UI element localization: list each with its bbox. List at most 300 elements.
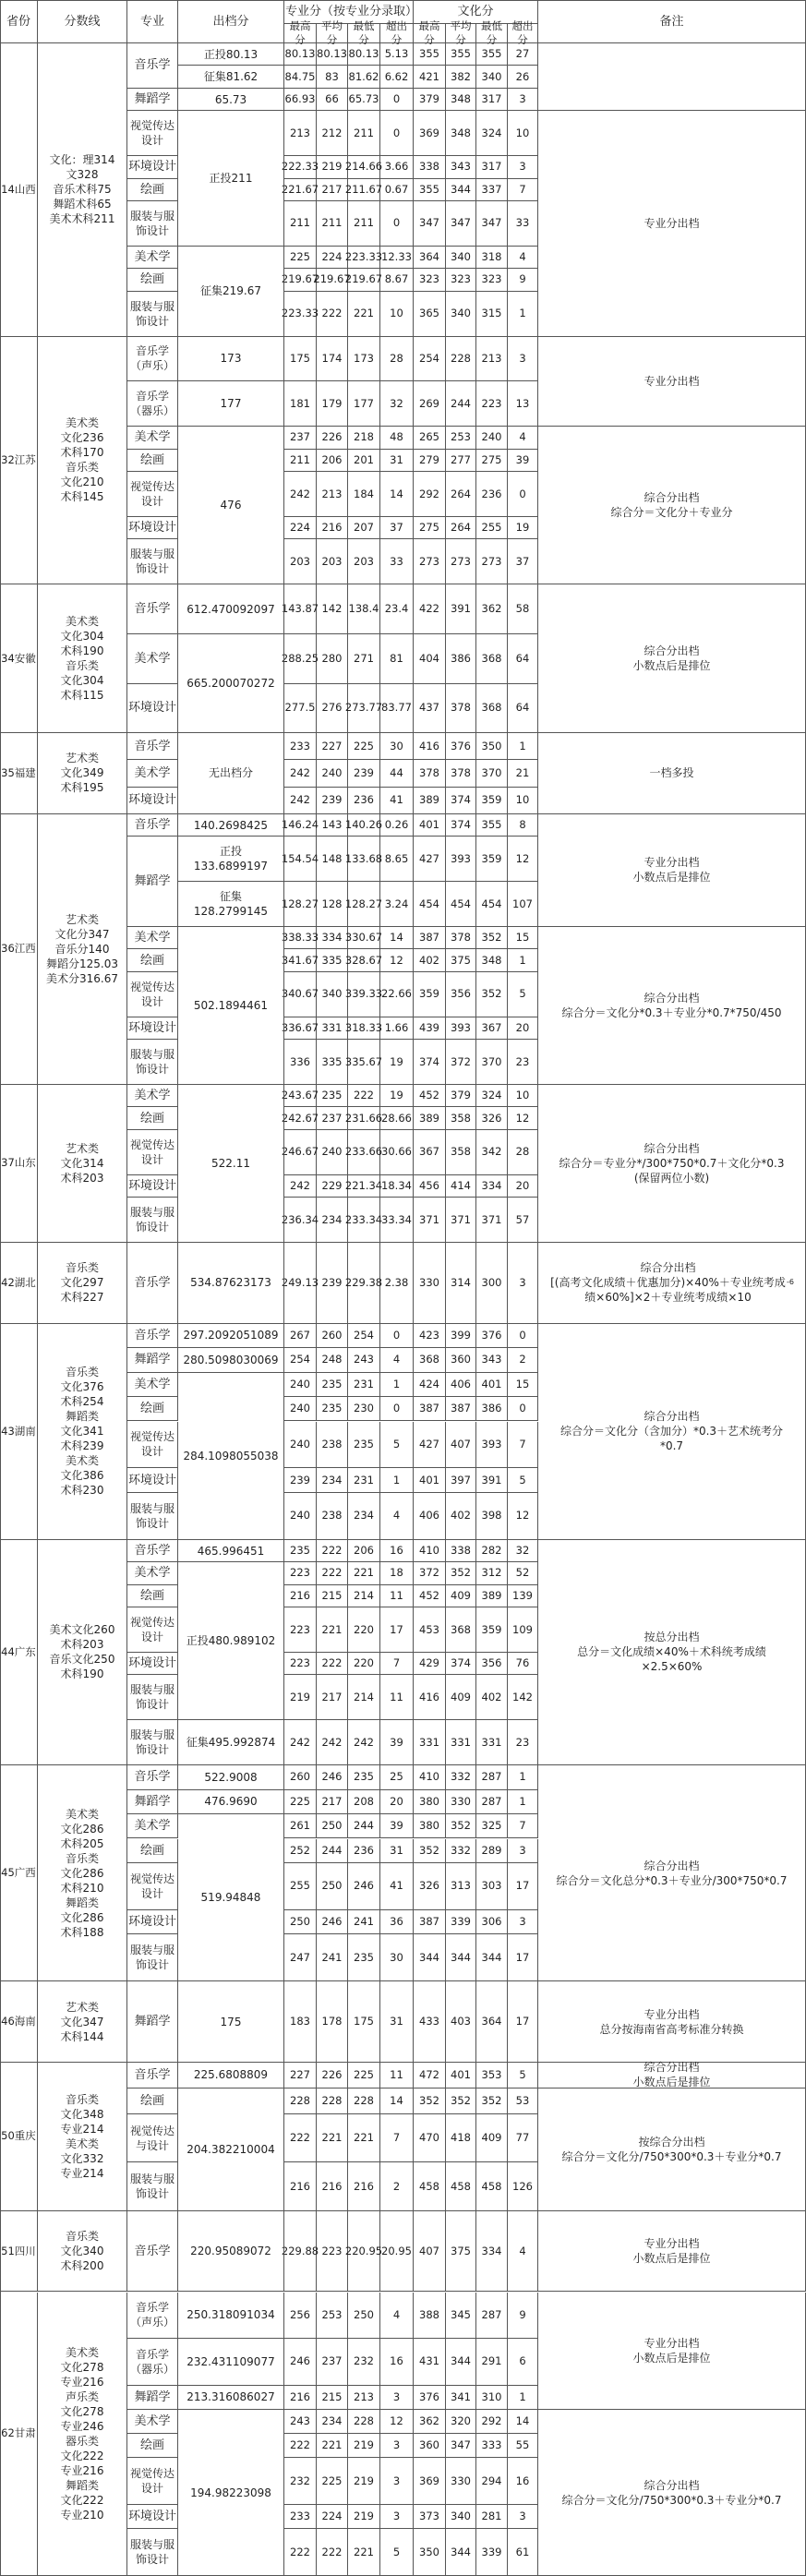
culture-score-over: 6 — [508, 2339, 538, 2386]
culture-score-max: 369 — [414, 111, 446, 156]
major-name: 环境设计 — [127, 1175, 178, 1198]
culture-score-over: 1 — [508, 2386, 538, 2410]
major-score-avg: 335 — [317, 949, 348, 971]
major-score-avg: 246 — [317, 1910, 348, 1934]
culture-score-over: 4 — [508, 2211, 538, 2293]
major-score-avg: 276 — [317, 684, 348, 734]
culture-score-min: 317 — [476, 156, 508, 178]
culture-score-avg: 402 — [446, 1493, 476, 1540]
culture-score-min: 359 — [476, 1607, 508, 1653]
note: 综合分出档 综合分＝文化分*0.3＋专业分*0.7*750/450 — [538, 927, 806, 1085]
culture-score-min: 282 — [476, 1540, 508, 1562]
major-name: 视觉传达设计 — [127, 1863, 178, 1910]
major-name: 环境设计 — [127, 1653, 178, 1675]
culture-score-over: 28 — [508, 1130, 538, 1175]
province-cutoff: 美术类 文化304 术科190 音乐类 文化304 术科115 — [38, 584, 127, 733]
culture-score-avg: 391 — [446, 584, 476, 634]
major-name: 服装与服饰设计 — [127, 1198, 178, 1243]
major-score-min: 133.68 — [348, 837, 380, 882]
culture-score-over: 12 — [508, 1107, 538, 1129]
major-name: 环境设计 — [127, 684, 178, 734]
culture-score-min: 371 — [476, 1198, 508, 1243]
culture-score-avg: 375 — [446, 949, 476, 971]
major-name: 音乐学 — [127, 1324, 178, 1348]
major-score-min: 81.62 — [348, 66, 380, 88]
major-score-min: 223.33 — [348, 247, 380, 269]
major-name: 音乐学 （声乐） — [127, 337, 178, 382]
major-score-min: 242 — [348, 1720, 380, 1765]
culture-score-max: 331 — [414, 1720, 446, 1765]
culture-score-max: 292 — [414, 472, 446, 517]
header-note: 备注 — [538, 0, 806, 43]
culture-score-min: 389 — [476, 1585, 508, 1607]
culture-score-avg: 323 — [446, 269, 476, 291]
culture-score-max: 367 — [414, 1130, 446, 1175]
culture-score-max: 456 — [414, 1175, 446, 1198]
culture-score-min: 352 — [476, 972, 508, 1017]
culture-score-max: 344 — [414, 1934, 446, 1981]
culture-score-over: 76 — [508, 1653, 538, 1675]
note: 专业分出档 小数点后是排位 — [538, 814, 806, 927]
culture-score-min: 240 — [476, 427, 508, 449]
note: 专业分出档 小数点后是排位 — [538, 2293, 806, 2411]
culture-score-max: 378 — [414, 760, 446, 787]
major-score-over: 14 — [380, 2088, 414, 2114]
culture-score-over: 13 — [508, 381, 538, 427]
culture-score-min: 402 — [476, 1675, 508, 1720]
major-score-over: 32 — [380, 381, 414, 427]
culture-score-avg: 355 — [446, 43, 476, 66]
major-score-over: 31 — [380, 450, 414, 472]
culture-score-avg: 454 — [446, 882, 476, 927]
major-score-avg: 260 — [317, 1324, 348, 1348]
file-score: 正投80.13 — [178, 43, 284, 66]
province-name: 51四川 — [0, 2211, 38, 2293]
province-cutoff: 美术类 文化278 专业216 声乐类 文化278 专业246 器乐类 文化222 专业216 舞蹈类 文化222 专业210 — [38, 2293, 127, 2576]
major-score-avg: 241 — [317, 1934, 348, 1981]
culture-score-avg: 264 — [446, 472, 476, 517]
major-name: 环境设计 — [127, 1017, 178, 1040]
major-score-over: 10 — [380, 292, 414, 337]
major-score-avg: 143 — [317, 814, 348, 837]
culture-score-min: 353 — [476, 2063, 508, 2088]
major-score-over: 7 — [380, 2114, 414, 2162]
culture-score-avg: 374 — [446, 814, 476, 837]
file-score: 665.200070272 — [178, 634, 284, 733]
culture-score-max: 404 — [414, 634, 446, 684]
culture-score-avg: 339 — [446, 1910, 476, 1934]
major-name: 服装与服饰设计 — [127, 1493, 178, 1540]
major-score-avg: 215 — [317, 2386, 348, 2410]
header-major-score: 专业分（按专业分录取） — [284, 0, 414, 24]
culture-score-min: 294 — [476, 2458, 508, 2505]
major-score-min: 219.67 — [348, 269, 380, 291]
province-name: 62甘肃 — [0, 2293, 38, 2576]
culture-score-max: 269 — [414, 381, 446, 427]
province-cutoff: 音乐类 文化348 专业214 美术类 文化332 专业214 — [38, 2063, 127, 2211]
culture-score-max: 416 — [414, 733, 446, 760]
major-score-max: 240 — [284, 1422, 317, 1469]
major-score-max: 233 — [284, 733, 317, 760]
culture-score-min: 364 — [476, 1981, 508, 2063]
major-score-avg: 66 — [317, 89, 348, 111]
culture-score-over: 5 — [508, 1468, 538, 1492]
major-score-over: 37 — [380, 517, 414, 539]
province-cutoff: 美术文化260 术科203 音乐文化250 术科190 — [38, 1540, 127, 1765]
major-score-max: 223 — [284, 1653, 317, 1675]
culture-score-max: 401 — [414, 814, 446, 837]
culture-score-max: 402 — [414, 949, 446, 971]
major-score-max: 216 — [284, 2162, 317, 2210]
culture-score-avg: 379 — [446, 1085, 476, 1107]
major-score-avg: 234 — [317, 1468, 348, 1492]
culture-score-over: 1 — [508, 292, 538, 337]
major-score-avg: 234 — [317, 2410, 348, 2434]
major-score-avg: 216 — [317, 517, 348, 539]
culture-score-over: 12 — [508, 837, 538, 882]
major-score-avg: 250 — [317, 1814, 348, 1838]
major-score-max: 211 — [284, 450, 317, 472]
major-name: 音乐学 — [127, 2211, 178, 2293]
note: 综合分出档 [(高考文化成绩＋优惠加分)×40%＋专业统考成绩×60%]×2＋专业统考成绩×10 -6 — [538, 1243, 806, 1324]
culture-score-min: 306 — [476, 1910, 508, 1934]
major-score-avg: 219.67 — [317, 269, 348, 291]
culture-score-min: 334 — [476, 1175, 508, 1198]
culture-score-avg: 372 — [446, 1040, 476, 1085]
major-score-max: 222.33 — [284, 156, 317, 178]
culture-score-max: 433 — [414, 1981, 446, 2063]
culture-score-min: 386 — [476, 1397, 508, 1421]
culture-score-max: 352 — [414, 2088, 446, 2114]
major-score-over: 44 — [380, 760, 414, 787]
culture-score-avg: 347 — [446, 2434, 476, 2458]
culture-score-max: 323 — [414, 269, 446, 291]
culture-score-avg: 340 — [446, 2505, 476, 2529]
culture-score-over: 37 — [508, 539, 538, 584]
culture-score-min: 291 — [476, 2339, 508, 2386]
major-score-max: 233 — [284, 2505, 317, 2529]
note: 专业分出档 小数点后是排位 — [538, 2211, 806, 2293]
major-name: 绘画 — [127, 1397, 178, 1421]
major-score-over: 8.67 — [380, 269, 414, 291]
culture-score-avg: 418 — [446, 2114, 476, 2162]
major-name: 美术学 — [127, 427, 178, 449]
major-score-over: 36 — [380, 1910, 414, 1934]
major-score-min: 318.33 — [348, 1017, 380, 1040]
major-score-over: 31 — [380, 1839, 414, 1863]
culture-score-avg: 228 — [446, 337, 476, 382]
major-name: 美术学 — [127, 634, 178, 684]
culture-score-avg: 414 — [446, 1175, 476, 1198]
major-score-over: 11 — [380, 2063, 414, 2088]
major-name: 音乐学 — [127, 584, 178, 634]
header-file-score: 出档分 — [178, 0, 284, 43]
major-score-min: 335.67 — [348, 1040, 380, 1085]
culture-score-max: 410 — [414, 1765, 446, 1789]
culture-score-min: 342 — [476, 1130, 508, 1175]
culture-score-avg: 330 — [446, 2458, 476, 2505]
major-score-max: 216 — [284, 1585, 317, 1607]
major-score-over: 16 — [380, 1540, 414, 1562]
culture-score-over: 15 — [508, 927, 538, 949]
culture-score-avg: 340 — [446, 292, 476, 337]
file-score: 220.95089072 — [178, 2211, 284, 2293]
culture-score-avg: 387 — [446, 1397, 476, 1421]
culture-score-min: 367 — [476, 1017, 508, 1040]
file-score: 140.2698425 — [178, 814, 284, 837]
major-name: 服装与服饰设计 — [127, 2529, 178, 2576]
file-score: 213.316086027 — [178, 2386, 284, 2410]
major-score-min: 233.34 — [348, 1198, 380, 1243]
major-name: 环境设计 — [127, 517, 178, 539]
major-score-over: 0 — [380, 1397, 414, 1421]
culture-score-min: 350 — [476, 733, 508, 760]
major-score-max: 242 — [284, 1720, 317, 1765]
major-score-min: 235 — [348, 1422, 380, 1469]
major-score-max: 175 — [284, 337, 317, 382]
major-score-min: 219 — [348, 2434, 380, 2458]
major-score-max: 216 — [284, 2386, 317, 2410]
province-cutoff: 音乐类 文化340 术科200 — [38, 2211, 127, 2293]
major-score-avg: 217 — [317, 179, 348, 201]
major-name: 服装与服饰设计 — [127, 201, 178, 247]
header-culture-over: 超出分 — [508, 24, 538, 43]
culture-score-avg: 244 — [446, 381, 476, 427]
major-score-over: 6.62 — [380, 66, 414, 88]
culture-score-min: 355 — [476, 43, 508, 66]
culture-score-over: 3 — [508, 156, 538, 178]
culture-score-min: 333 — [476, 2434, 508, 2458]
culture-score-over: 139 — [508, 1585, 538, 1607]
culture-score-max: 350 — [414, 2529, 446, 2576]
culture-score-max: 360 — [414, 2434, 446, 2458]
major-score-max: 254 — [284, 1348, 317, 1372]
culture-score-avg: 368 — [446, 1607, 476, 1653]
major-score-min: 221 — [348, 1562, 380, 1584]
major-score-over: 17 — [380, 1607, 414, 1653]
culture-score-min: 401 — [476, 1373, 508, 1397]
header-culture-min: 最低分 — [476, 24, 508, 43]
major-score-avg: 178 — [317, 1981, 348, 2063]
major-score-over: 39 — [380, 1814, 414, 1838]
major-name: 环境设计 — [127, 1910, 178, 1934]
major-score-min: 231.66 — [348, 1107, 380, 1129]
culture-score-max: 380 — [414, 1814, 446, 1838]
culture-score-min: 344 — [476, 1934, 508, 1981]
major-score-max: 242 — [284, 760, 317, 787]
culture-score-max: 427 — [414, 837, 446, 882]
culture-score-avg: 352 — [446, 2088, 476, 2114]
culture-score-max: 389 — [414, 788, 446, 814]
culture-score-max: 352 — [414, 1839, 446, 1863]
major-score-min: 184 — [348, 472, 380, 517]
culture-score-min: 325 — [476, 1814, 508, 1838]
major-score-min: 250 — [348, 2293, 380, 2340]
culture-score-max: 410 — [414, 1540, 446, 1562]
major-score-avg: 222 — [317, 2529, 348, 2576]
major-name: 绘画 — [127, 2434, 178, 2458]
culture-score-avg: 330 — [446, 1790, 476, 1814]
major-name: 音乐学 — [127, 1765, 178, 1789]
file-score: 征集 128.2799145 — [178, 882, 284, 927]
culture-score-min: 236 — [476, 472, 508, 517]
major-score-min: 234 — [348, 1493, 380, 1540]
major-score-over: 4 — [380, 1348, 414, 1372]
file-score: 征集495.992874 — [178, 1720, 284, 1765]
culture-score-avg: 397 — [446, 1468, 476, 1492]
major-score-over: 28 — [380, 337, 414, 382]
culture-score-over: 23 — [508, 1720, 538, 1765]
major-score-over: 0 — [380, 111, 414, 156]
major-name: 视觉传达设计 — [127, 1607, 178, 1653]
major-score-max: 242 — [284, 1175, 317, 1198]
culture-score-over: 10 — [508, 111, 538, 156]
culture-score-min: 398 — [476, 1493, 508, 1540]
major-score-max: 146.24 — [284, 814, 317, 837]
file-score: 612.470092097 — [178, 584, 284, 634]
file-score: 征集81.62 — [178, 66, 284, 88]
culture-score-avg: 393 — [446, 837, 476, 882]
culture-score-over: 64 — [508, 684, 538, 734]
major-score-avg: 83 — [317, 66, 348, 88]
major-score-max: 242 — [284, 472, 317, 517]
major-name: 服装与服饰设计 — [127, 2162, 178, 2210]
major-score-min: 221.34 — [348, 1175, 380, 1198]
major-score-over: 0 — [380, 1324, 414, 1348]
major-score-min: 213 — [348, 2386, 380, 2410]
culture-score-over: 53 — [508, 2088, 538, 2114]
major-score-avg: 235 — [317, 1373, 348, 1397]
major-score-over: 0.67 — [380, 179, 414, 201]
major-name: 音乐学 — [127, 2063, 178, 2088]
culture-score-avg: 374 — [446, 788, 476, 814]
culture-score-min: 359 — [476, 788, 508, 814]
major-score-avg: 219 — [317, 156, 348, 178]
culture-score-over: 8 — [508, 814, 538, 837]
major-score-max: 183 — [284, 1981, 317, 2063]
file-score: 征集219.67 — [178, 247, 284, 337]
major-score-max: 277.5 — [284, 684, 317, 734]
major-score-over: 30 — [380, 1934, 414, 1981]
culture-score-min: 287 — [476, 1790, 508, 1814]
major-name: 音乐学 （器乐） — [127, 381, 178, 427]
major-score-over: 12.33 — [380, 247, 414, 269]
note: 专业分出档 — [538, 337, 806, 427]
major-score-max: 246 — [284, 2339, 317, 2386]
major-score-over: 14 — [380, 927, 414, 949]
major-name: 服装与服饰设计 — [127, 539, 178, 584]
major-score-max: 243.67 — [284, 1085, 317, 1107]
culture-score-max: 275 — [414, 517, 446, 539]
culture-score-avg: 393 — [446, 1017, 476, 1040]
province-name: 34安徽 — [0, 584, 38, 733]
culture-score-min: 223 — [476, 381, 508, 427]
major-score-max: 288.25 — [284, 634, 317, 684]
culture-score-max: 437 — [414, 684, 446, 734]
major-score-max: 249.13 — [284, 1243, 317, 1324]
major-score-over: 22.66 — [380, 972, 414, 1017]
major-score-min: 231 — [348, 1468, 380, 1492]
major-score-avg: 246 — [317, 1765, 348, 1789]
major-score-min: 80.13 — [348, 43, 380, 66]
major-score-over: 19 — [380, 1085, 414, 1107]
culture-score-over: 39 — [508, 450, 538, 472]
major-score-min: 246 — [348, 1863, 380, 1910]
culture-score-over: 109 — [508, 1607, 538, 1653]
header-major-over: 超出分 — [380, 24, 414, 43]
major-score-avg: 222 — [317, 1540, 348, 1562]
major-score-min: 219 — [348, 2505, 380, 2529]
major-score-avg: 240 — [317, 1130, 348, 1175]
major-score-avg: 239 — [317, 788, 348, 814]
culture-score-over: 9 — [508, 2293, 538, 2340]
major-name: 服装与服饰设计 — [127, 1675, 178, 1720]
culture-score-over: 7 — [508, 179, 538, 201]
culture-score-avg: 378 — [446, 760, 476, 787]
major-score-avg: 235 — [317, 1397, 348, 1421]
major-score-avg: 234 — [317, 1198, 348, 1243]
major-name: 绘画 — [127, 1839, 178, 1863]
major-score-over: 8.65 — [380, 837, 414, 882]
culture-score-min: 370 — [476, 1040, 508, 1085]
major-score-max: 341.67 — [284, 949, 317, 971]
culture-score-over: 15 — [508, 1373, 538, 1397]
province-cutoff: 美术类 文化286 术科205 音乐类 文化286 术科210 舞蹈类 文化286 术科188 — [38, 1765, 127, 1981]
culture-score-max: 406 — [414, 1493, 446, 1540]
major-score-avg: 335 — [317, 1040, 348, 1085]
file-score: 225.6808809 — [178, 2063, 284, 2088]
major-score-over: 14 — [380, 472, 414, 517]
major-score-min: 271 — [348, 634, 380, 684]
file-score: 正投480.989102 — [178, 1562, 284, 1720]
major-score-over: 30 — [380, 733, 414, 760]
major-name: 音乐学 （声乐） — [127, 2293, 178, 2340]
major-score-min: 214 — [348, 1675, 380, 1720]
major-score-over: 30.66 — [380, 1130, 414, 1175]
major-score-over: 16 — [380, 2339, 414, 2386]
major-score-over: 4 — [380, 1493, 414, 1540]
major-score-min: 235 — [348, 1934, 380, 1981]
culture-score-over: 142 — [508, 1675, 538, 1720]
culture-score-min: 409 — [476, 2114, 508, 2162]
culture-score-avg: 348 — [446, 111, 476, 156]
culture-score-min: 275 — [476, 450, 508, 472]
major-score-min: 211 — [348, 111, 380, 156]
major-score-avg: 80.13 — [317, 43, 348, 66]
major-score-min: 206 — [348, 1540, 380, 1562]
major-name: 舞蹈学 — [127, 89, 178, 111]
note: 专业分出档 总分按海南省高考标准分转换 — [538, 1981, 806, 2063]
major-score-min: 177 — [348, 381, 380, 427]
major-name: 美术学 — [127, 1562, 178, 1584]
major-score-min: 225 — [348, 733, 380, 760]
culture-score-min: 337 — [476, 179, 508, 201]
note: 专业分出档 — [538, 111, 806, 336]
culture-score-min: 339 — [476, 2529, 508, 2576]
major-score-min: 201 — [348, 450, 380, 472]
note: 综合分出档 综合分＝文化分（含加分）*0.3＋艺术统考分*0.7 — [538, 1324, 806, 1540]
major-score-min: 218 — [348, 427, 380, 449]
culture-score-avg: 277 — [446, 450, 476, 472]
culture-score-avg: 352 — [446, 1814, 476, 1838]
culture-score-max: 453 — [414, 1607, 446, 1653]
culture-score-min: 368 — [476, 634, 508, 684]
culture-score-min: 352 — [476, 927, 508, 949]
culture-score-min: 315 — [476, 292, 508, 337]
note: 综合分出档 综合分＝文化分/750*300*0.3＋专业分*0.7 — [538, 2410, 806, 2576]
culture-score-max: 273 — [414, 539, 446, 584]
major-score-min: 339.33 — [348, 972, 380, 1017]
